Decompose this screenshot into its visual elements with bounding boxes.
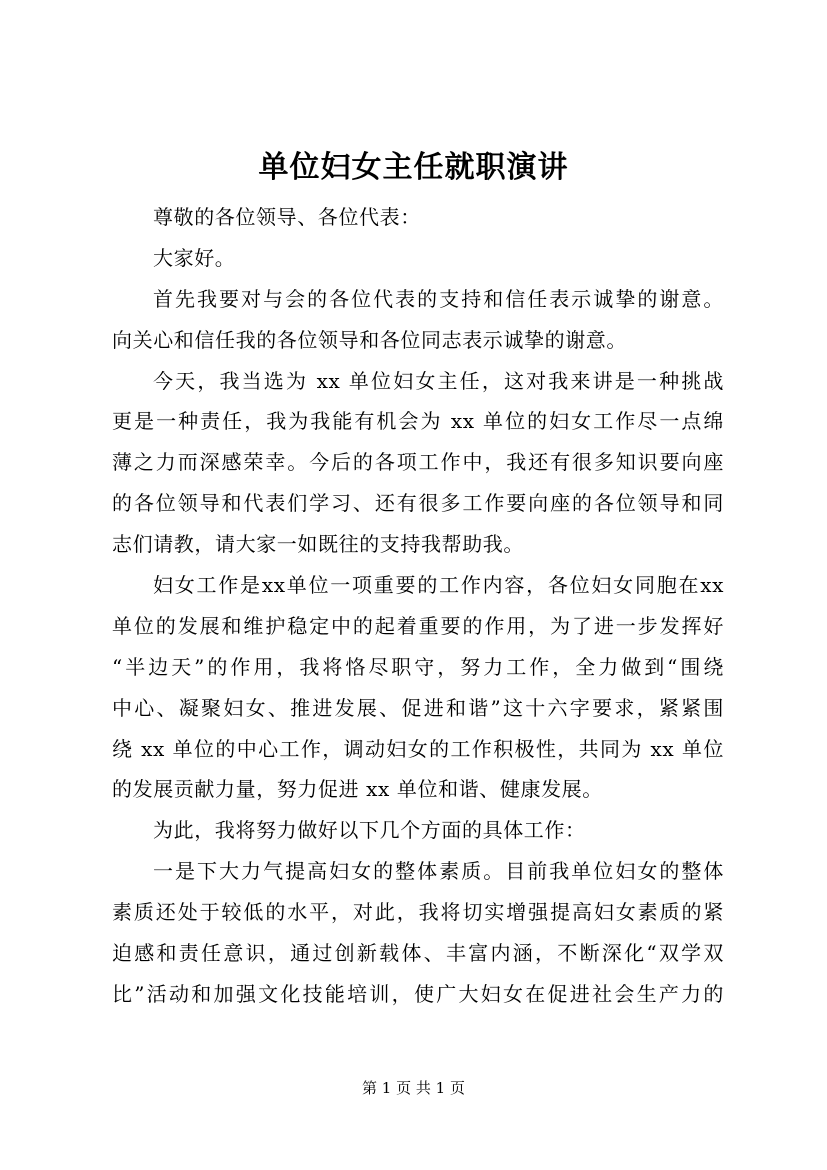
paragraph-line: 迫感和责任意识，通过创新载体、丰富内涵，不断深化“双学双 bbox=[112, 941, 724, 966]
document-title: 单位妇女主任就职演讲 bbox=[258, 150, 569, 185]
paragraph-line: 的各位领导和代表们学习、还有很多工作要向座的各位领导和同 bbox=[112, 491, 724, 516]
paragraph-line: 绕 xx 单位的中心工作，调动妇女的工作积极性，共同为 xx 单位 bbox=[112, 736, 724, 761]
paragraph-line: 向关心和信任我的各位领导和各位同志表示诚挚的谢意。 bbox=[112, 327, 627, 352]
paragraph-line: 薄之力而深感荣幸。今后的各项工作中，我还有很多知识要向座 bbox=[112, 450, 724, 475]
paragraph-line: 的发展贡献力量，努力促进 xx 单位和谐、健康发展。 bbox=[112, 777, 603, 802]
paragraph-line: 今天，我当选为 xx 单位妇女主任，这对我来讲是一种挑战 bbox=[153, 368, 724, 393]
paragraph-line: 志们请教，请大家一如既往的支持我帮助我。 bbox=[112, 532, 524, 557]
paragraph-line: 素质还处于较低的水平，对此，我将切实增强提高妇女素质的紧 bbox=[112, 900, 724, 925]
paragraph-line: 比”活动和加强文化技能培训，使广大妇女在促进社会生产力的 bbox=[112, 981, 724, 1006]
page-number-footer: 第 1 页 共 1 页 bbox=[362, 1079, 465, 1097]
paragraph-line: 首先我要对与会的各位代表的支持和信任表示诚挚的谢意。 bbox=[153, 286, 724, 311]
paragraph-line: 为此，我将努力做好以下几个方面的具体工作： bbox=[153, 818, 586, 843]
greeting-line: 大家好。 bbox=[153, 245, 236, 270]
paragraph-line: 中心、凝聚妇女、推进发展、促进和谐”这十六字要求，紧紧围 bbox=[112, 695, 724, 720]
document-body bbox=[112, 197, 724, 1015]
paragraph-line: 妇女工作是xx单位一项重要的工作内容，各位妇女同胞在xx bbox=[153, 573, 724, 598]
salutation-line: 尊敬的各位领导、各位代表： bbox=[153, 205, 421, 229]
paragraph-line: 单位的发展和维护稳定中的起着重要的作用，为了进一步发挥好 bbox=[112, 613, 724, 638]
paragraph-line: 一是下大力气提高妇女的整体素质。目前我单位妇女的整体 bbox=[153, 859, 724, 884]
paragraph-line: 更是一种责任，我为我能有机会为 xx 单位的妇女工作尽一点绵 bbox=[112, 409, 724, 434]
paragraph-line: “半边天”的作用，我将恪尽职守，努力工作，全力做到“围绕 bbox=[112, 654, 724, 679]
